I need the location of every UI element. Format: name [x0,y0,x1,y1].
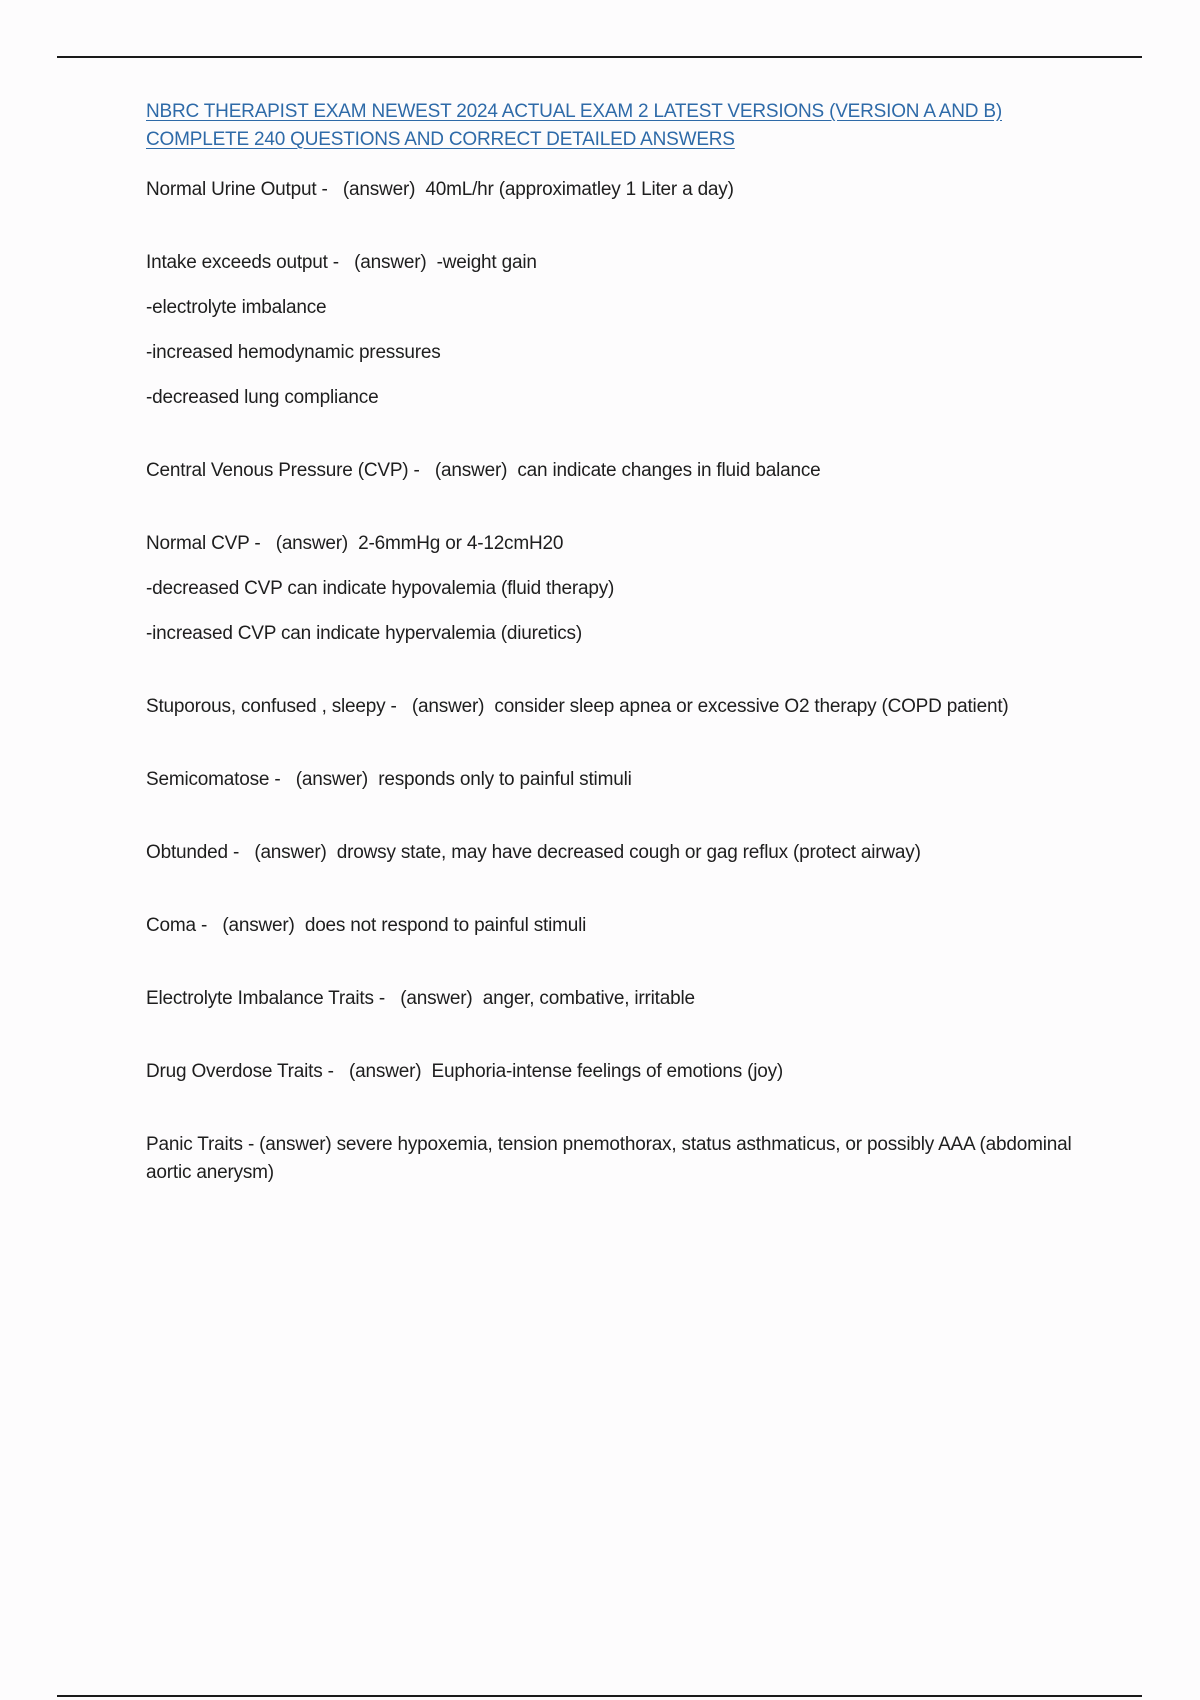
qa-answer: Euphoria-intense feelings of emotions (joy) [431,1061,784,1082]
qa-answer: 40mL/hr (approximatley 1 Liter a day) [425,179,734,200]
qa-line: Panic Traits - (answer) severe hypoxemia, tension pnemothorax, status asthmaticus, or possibly AAA (abdominal aortic anerysm) [146,1134,1077,1183]
qa-entry [146,766,1096,794]
qa-answer-continued: -electrolyte imbalance [146,297,327,318]
footer-rule [57,1695,1142,1697]
qa-answer-continued: -increased CVP can indicate hypervalemia (diuretics) [146,623,582,644]
qa-entry [146,693,1096,721]
qa-term: Semicomatose [146,769,270,790]
qa-entry [146,985,1096,1013]
document-title-link[interactable]: NBRC THERAPIST EXAM NEWEST 2024 ACTUAL EXAM 2 LATEST VERSIONS (VERSION A AND B) COMPLETE 240 QUESTIONS AND CORRECT DETAILED ANSWERS [146,101,1002,150]
qa-answer: anger, combative, irritable [482,988,695,1009]
qa-line: Intake exceeds output - (answer) -weight gain [146,252,537,273]
qa-answer: severe hypoxemia, tension pnemothorax, status asthmaticus, or possibly AAA (abdominal aortic anerysm) [146,1134,1077,1183]
answer-marker: (answer) [254,842,327,863]
qa-line: Normal Urine Output - (answer) 40mL/hr (approximatley 1 Liter a day) [146,179,734,200]
answer-marker: (answer) [342,179,416,200]
qa-entry [146,1131,1096,1187]
qa-answer: 2-6mmHg or 4-12cmH20 [358,533,564,554]
answer-marker: (answer) [434,460,508,481]
qa-line: Coma - (answer) does not respond to painful stimuli [146,915,587,936]
qa-answer-continued: -increased hemodynamic pressures [146,342,441,363]
answer-marker: (answer) [295,769,369,790]
answer-marker: (answer) [349,1061,422,1082]
qa-term: Stuporous, confused , sleepy [146,696,386,717]
qa-term: Panic Traits [146,1134,243,1155]
header-rule [57,56,1142,58]
qa-term: Normal Urine Output [146,179,317,200]
qa-line: Central Venous Pressure (CVP) - (answer) can indicate changes in fluid balance [146,460,821,481]
answer-marker: (answer) [275,533,348,554]
qa-answer-continued: -decreased CVP can indicate hypovalemia (fluid therapy) [146,578,615,599]
qa-answer: consider sleep apnea or excessive O2 therapy (COPD patient) [494,696,1009,717]
qa-entry [146,249,1096,412]
qa-answer: can indicate changes in fluid balance [517,460,821,481]
document-body [146,98,1096,1232]
qa-term: Normal CVP [146,533,250,554]
qa-line: Electrolyte Imbalance Traits - (answer) anger, combative, irritable [146,988,695,1009]
qa-answer: does not respond to painful stimuli [304,915,587,936]
qa-entry [146,912,1096,940]
qa-term: Central Venous Pressure (CVP) [146,460,409,481]
qa-term: Intake exceeds output [146,252,328,273]
answer-marker: (answer) [259,1134,332,1155]
qa-line: Drug Overdose Traits - (answer) Euphoria-intense feelings of emotions (joy) [146,1061,784,1082]
qa-entry [146,457,1096,485]
qa-line: Semicomatose - (answer) responds only to painful stimuli [146,769,632,790]
qa-answer: -weight gain [436,252,537,273]
qa-answer-continued: -decreased lung compliance [146,387,379,408]
qa-entry [146,839,1096,867]
qa-entry [146,176,1096,204]
qa-line: Stuporous, confused , sleepy - (answer) consider sleep apnea or excessive O2 therapy (COPD patient) [146,696,1009,717]
answer-marker: (answer) [411,696,485,717]
qa-entry [146,530,1096,648]
qa-line: Normal CVP - (answer) 2-6mmHg or 4-12cmH20 [146,533,564,554]
qa-term: Obtunded [146,842,228,863]
qa-term: Coma [146,915,196,936]
qa-term: Electrolyte Imbalance Traits [146,988,374,1009]
answer-marker: (answer) [354,252,427,273]
qa-answer: responds only to painful stimuli [378,769,632,790]
qa-answer: drowsy state, may have decreased cough or gag reflux (protect airway) [336,842,921,863]
qa-line: Obtunded - (answer) drowsy state, may have decreased cough or gag reflux (protect airway) [146,842,921,863]
answer-marker: (answer) [222,915,295,936]
qa-term: Drug Overdose Traits [146,1061,323,1082]
qa-entry [146,1058,1096,1086]
answer-marker: (answer) [400,988,473,1009]
